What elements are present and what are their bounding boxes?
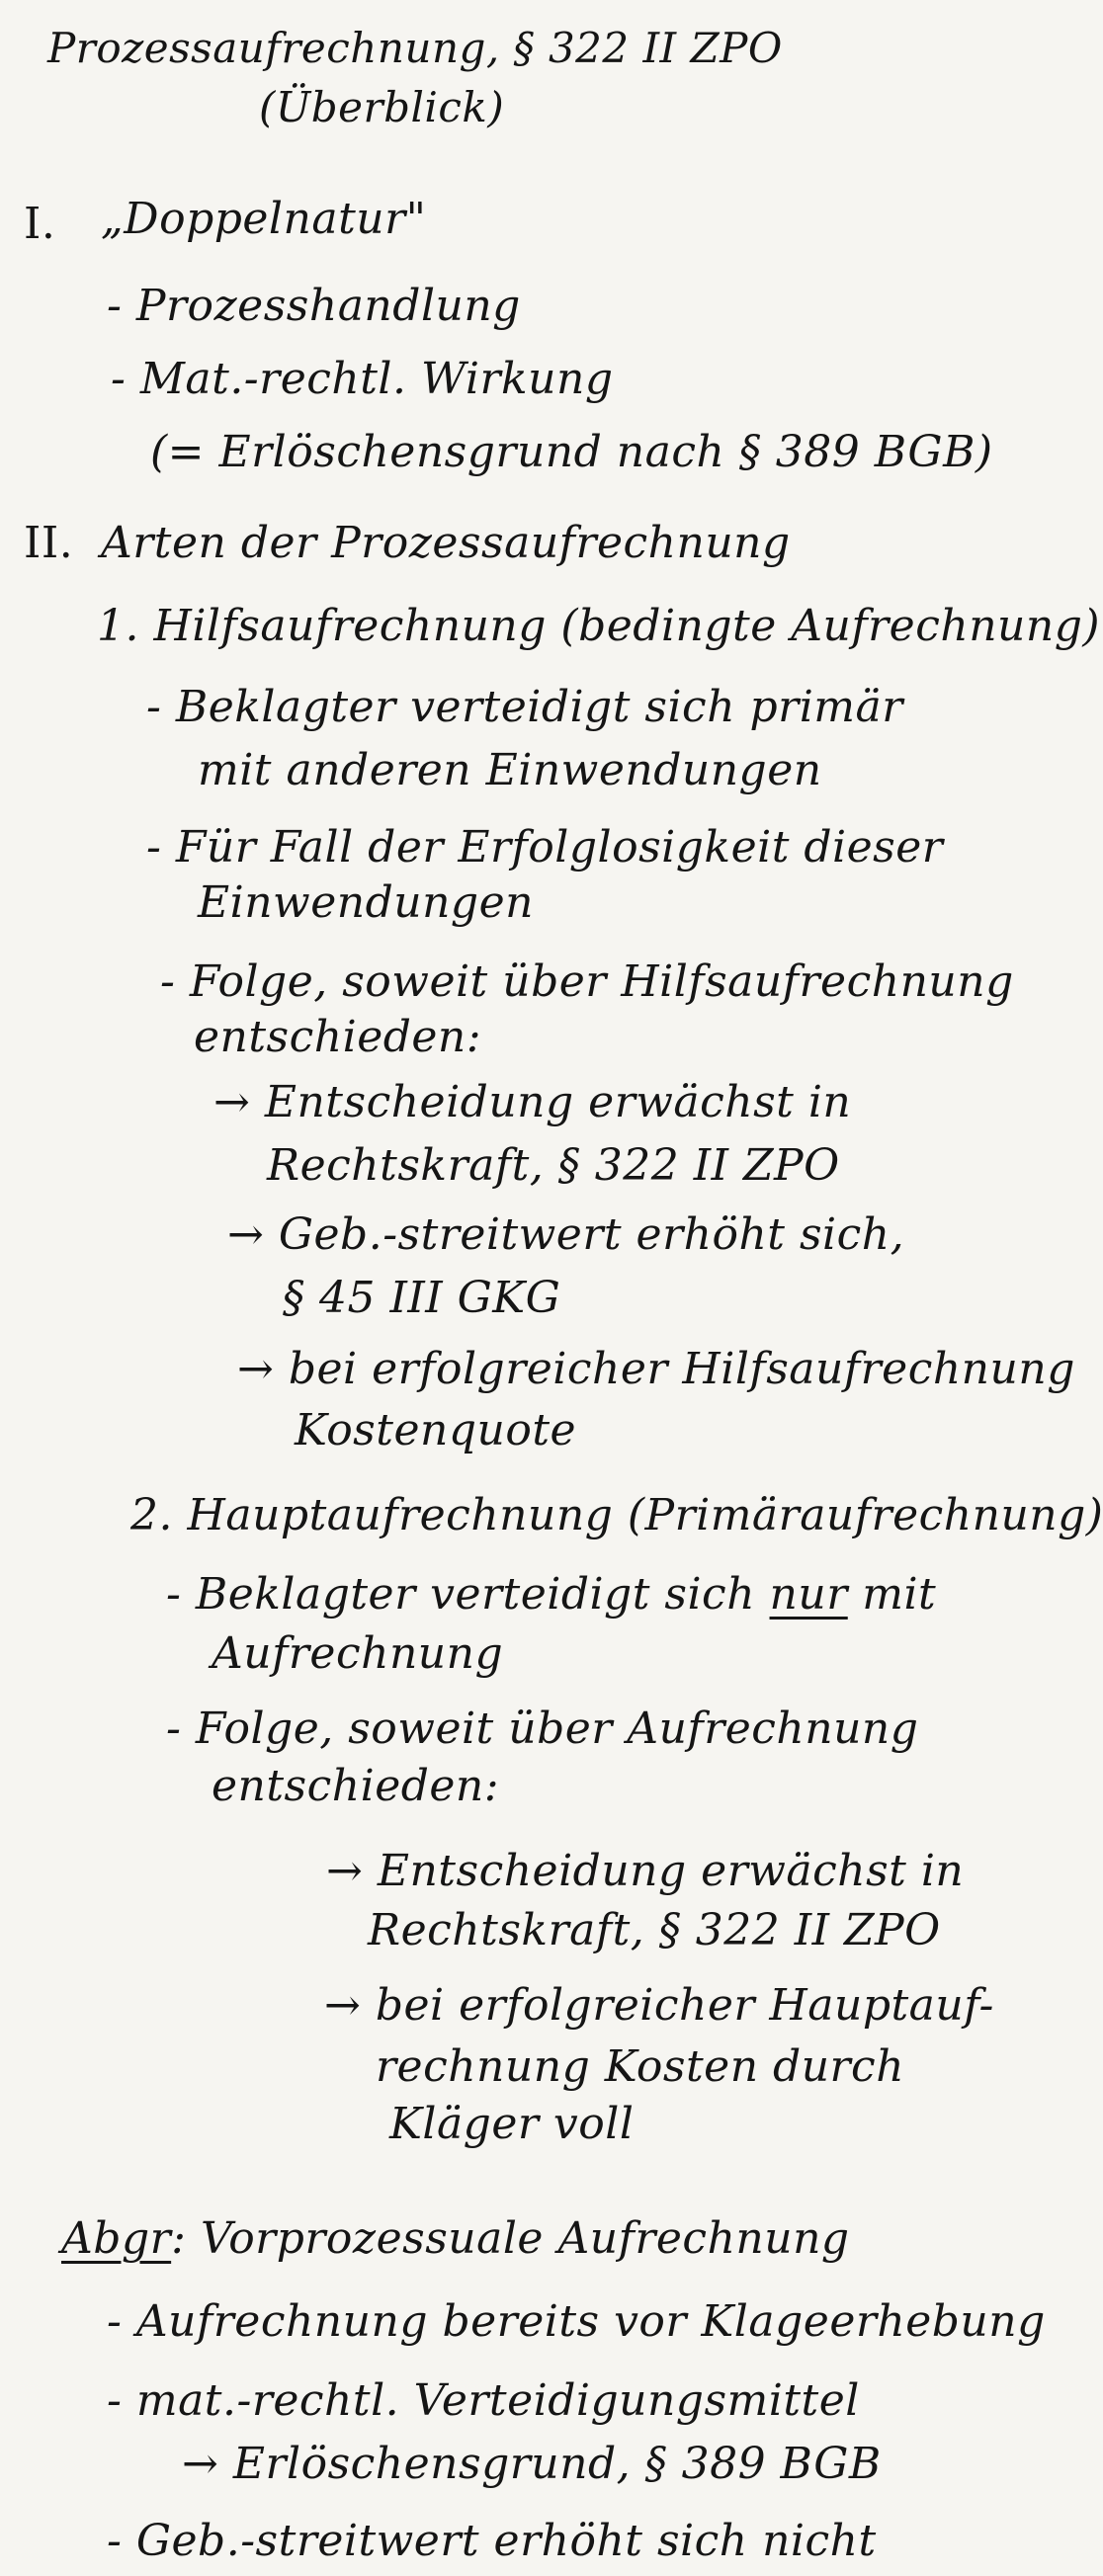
abgrenzung-heading (61, 2213, 850, 2264)
subsection-1-line: entschieden: (194, 1012, 482, 1062)
subsection-1-heading: 1. Hilfsaufrechnung (bedingte Aufrechnung) (97, 601, 1101, 651)
subsection-2-line: rechnung Kosten durch (376, 2041, 905, 2092)
abgrenzung-text: : Vorprozessuale Aufrechnung (171, 2213, 850, 2264)
subsection-2-heading: 2. Hauptaufrechnung (Primäraufrechnung) (130, 1490, 1103, 1540)
page-subtitle: (Überblick) (259, 83, 505, 131)
abgrenzung-line: → Erlöschensgrund, § 389 BGB (182, 2439, 882, 2489)
subsection-1-line: → bei erfolgreicher Hilfsaufrechnung (237, 1344, 1075, 1394)
section-1-item: - Mat.-rechtl. Wirkung (111, 354, 614, 404)
subsection-2-line: entschieden: (212, 1761, 500, 1811)
subsection-2-line: Kläger voll (389, 2099, 635, 2149)
subsection-2-line (166, 1569, 937, 1620)
subsection-2-line: Aufrechnung (212, 1628, 504, 1679)
section-1-heading: „Doppelnatur" (101, 194, 427, 244)
subsection-1-line: - Für Fall der Erfolglosigkeit dieser (146, 822, 944, 873)
subsection-1-line: - Beklagter verteidigt sich primär (146, 682, 903, 732)
abgrenzung-label: Abgr (61, 2213, 172, 2264)
subsection-2-line: Rechtskraft, § 322 II ZPO (368, 1905, 941, 1955)
subsection-2-line-text: - Beklagter verteidigt sich (166, 1569, 756, 1620)
section-2-heading: Arten der Prozessaufrechnung (101, 518, 791, 568)
subsection-1-line: § 45 III GKG (283, 1273, 561, 1323)
subsection-1-line: Kostenquote (295, 1405, 577, 1455)
section-1-item: (= Erlöschensgrund nach § 389 BGB) (150, 427, 993, 477)
subsection-2-line: → bei erfolgreicher Hauptauf- (324, 1980, 994, 2031)
subsection-2-line: → Entscheidung erwächst in (326, 1846, 965, 1896)
subsection-1-line: Rechtskraft, § 322 II ZPO (267, 1140, 840, 1191)
subsection-1-line: Einwendungen (198, 877, 534, 928)
abgrenzung-line: - mat.-rechtl. Verteidigungsmittel (107, 2375, 860, 2426)
subsection-2-line: - Folge, soweit über Aufrechnung (166, 1703, 919, 1754)
underlined-word: nur (769, 1569, 848, 1620)
subsection-2-line-text: mit (862, 1569, 937, 1620)
page-title: Prozessaufrechnung, § 322 II ZPO (47, 24, 783, 72)
subsection-1-line: mit anderen Einwendungen (198, 745, 822, 795)
subsection-1-line: → Geb.-streitwert erhöht sich, (227, 1209, 905, 1260)
section-1-numeral: I. (24, 199, 56, 249)
section-1-item: - Prozesshandlung (107, 281, 521, 331)
section-2-numeral: II. (24, 518, 74, 568)
subsection-1-line: → Entscheidung erwächst in (213, 1077, 852, 1127)
subsection-1-line: - Folge, soweit über Hilfsaufrechnung (160, 956, 1014, 1007)
abgrenzung-line: - Geb.-streitwert erhöht sich nicht (107, 2516, 877, 2566)
abgrenzung-line: - Aufrechnung bereits vor Klageerhebung (107, 2296, 1046, 2347)
